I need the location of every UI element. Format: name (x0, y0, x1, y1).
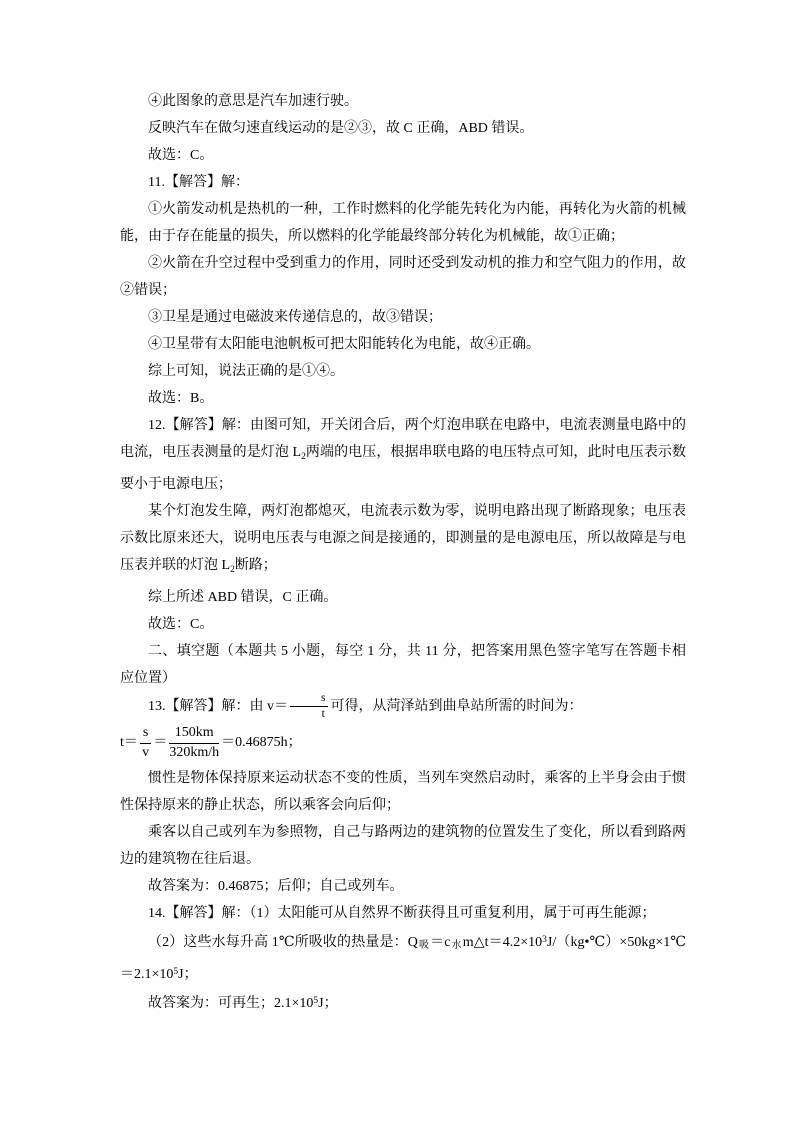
text-run: 故选：C。 (148, 617, 214, 632)
fraction-denominator: v (142, 744, 150, 760)
text-run: 可得，从菏泽站到曲阜站所需的时间为： (330, 698, 583, 714)
fraction-numerator: s (290, 692, 328, 707)
text-run: J； (178, 966, 198, 982)
text-run: 断路； (234, 558, 277, 573)
text-run: ④此图象的意思是汽车加速行驶。 (148, 94, 358, 109)
text-run: t＝ (120, 735, 138, 751)
fraction (168, 725, 220, 760)
sub-cjk-text: 吸 (418, 939, 430, 951)
fraction-numerator: 150km (169, 725, 219, 743)
text-run: ＝ (153, 735, 168, 751)
text-run: ④卫星带有太阳能电池帆板可把太阳能转化为电能，故④正确。 (148, 337, 540, 352)
fraction (289, 692, 329, 721)
sub-text: 2 (230, 565, 235, 575)
text-run: ＝c (430, 934, 451, 950)
text-run: 综上可知，说法正确的是①④。 (148, 364, 344, 379)
q14-solution-part-1 (120, 900, 686, 927)
text-run: ③卫星是通过电磁波来传递信息的，故③错误； (148, 310, 442, 325)
q13-time-formula (120, 725, 686, 760)
text-run: 反映汽车在做匀速直线运动的是②③，故 C 正确，ABD 错误。 (148, 121, 534, 136)
sup-text: 5 (313, 995, 319, 1006)
q10-summary (120, 115, 686, 142)
text-run: J/（kg•℃）×50kg×1℃＝2.1×10 (120, 934, 687, 982)
text-run: 惯性是物体保持原来运动状态不变的性质，当列车突然启动时，乘客的上半身会由于惯性保持原来的静止状态，所以乘客会向后仰； (120, 770, 686, 813)
q13-inertia-explanation (120, 765, 686, 819)
sup-text: 5 (173, 966, 179, 977)
text-run: 故选：C。 (148, 148, 214, 163)
q13-reference-frame-explanation (120, 819, 686, 873)
sub-text: 2 (301, 452, 306, 462)
q11-point-4 (120, 331, 686, 358)
text-run: 综上所述 ABD 错误，C 正确。 (148, 590, 338, 605)
text-run: 14.【解答】解：（1）太阳能可从自然界不断获得且可重复利用，属于可再生能源； (148, 905, 656, 921)
text-run: （2）这些水每升高 1℃所吸收的热量是：Q (148, 934, 418, 950)
text-run: ①火箭发动机是热机的一种，工作时燃料的化学能先转化为内能，再转化为火箭的机械能，由于存在能量的损失，所以燃料的化学能最终部分转化为机械能，故①正确； (120, 202, 686, 244)
document-body (120, 88, 686, 1017)
q11-point-3 (120, 304, 686, 331)
section-2-fill-in-blanks-header (120, 638, 686, 692)
fraction-numerator: s (140, 725, 151, 743)
text-run: 13.【解答】解：由 v＝ (148, 698, 288, 714)
text-run: 故答案为：可再生；2.1×10 (148, 995, 314, 1011)
text-run: 二、填空题（本题共 5 小题，每空 1 分，共 11 分，把答案用黑色签字笔写在答题卡相应位置） (120, 644, 686, 686)
text-run: 某个灯泡发生障，两灯泡都熄灭，电流表示数为零，说明电路出现了断路现象；电压表示数比原来还大，说明电压表与电源之间是接通的，即测量的是电源电压，所以故障是与电压表并联的灯泡 L (120, 504, 686, 573)
sup-text: 3 (542, 934, 547, 945)
text-run: 11.【解答】解： (148, 175, 249, 190)
q11-answer-choice (120, 385, 686, 412)
q13-solution-intro (120, 692, 686, 721)
q11-point-2 (120, 250, 686, 304)
sub-cjk-text: 水 (451, 939, 462, 951)
text-run: 12.【解答】解：由图可知，开关闭合后，两个灯泡串联在电路中，电流表测量电路中的电流，电压表测量的是灯泡 L (120, 418, 686, 460)
text-run: 两端的电压，根据串联电路的电压特点可知，此时电压表示数要小于电源电压； (120, 445, 686, 492)
q13-final-answer (120, 873, 686, 900)
q12-solution-part-2 (120, 498, 686, 584)
text-run: J； (318, 995, 338, 1011)
q14-final-answer (120, 988, 686, 1017)
q11-point-1 (120, 196, 686, 250)
text-run: 乘客以自己或列车为参照物，自己与路两边的建筑物的位置发生了变化，所以看到路两边的建筑物在往后退。 (120, 824, 686, 867)
text-run: m△t＝4.2×10 (462, 934, 543, 950)
q11-summary (120, 358, 686, 385)
q10-figure-point-4 (120, 88, 686, 115)
fraction-denominator: t (321, 708, 325, 721)
text-run: 故答案为：0.46875；后仰；自己或列车。 (148, 878, 404, 894)
q11-solution-header (120, 169, 686, 196)
fraction-denominator: 320km/h (169, 744, 220, 760)
q12-summary (120, 584, 686, 611)
text-run: ＝0.46875h； (221, 735, 302, 751)
q14-solution-part-2 (120, 927, 686, 988)
q10-answer-choice (120, 142, 686, 169)
fraction (139, 725, 152, 760)
text-run: ②火箭在升空过程中受到重力的作用，同时还受到发动机的推力和空气阻力的作用，故②错误； (120, 256, 686, 298)
text-run: 故选：B。 (148, 391, 214, 406)
q12-solution-part-1 (120, 412, 686, 498)
q12-answer-choice (120, 611, 686, 638)
